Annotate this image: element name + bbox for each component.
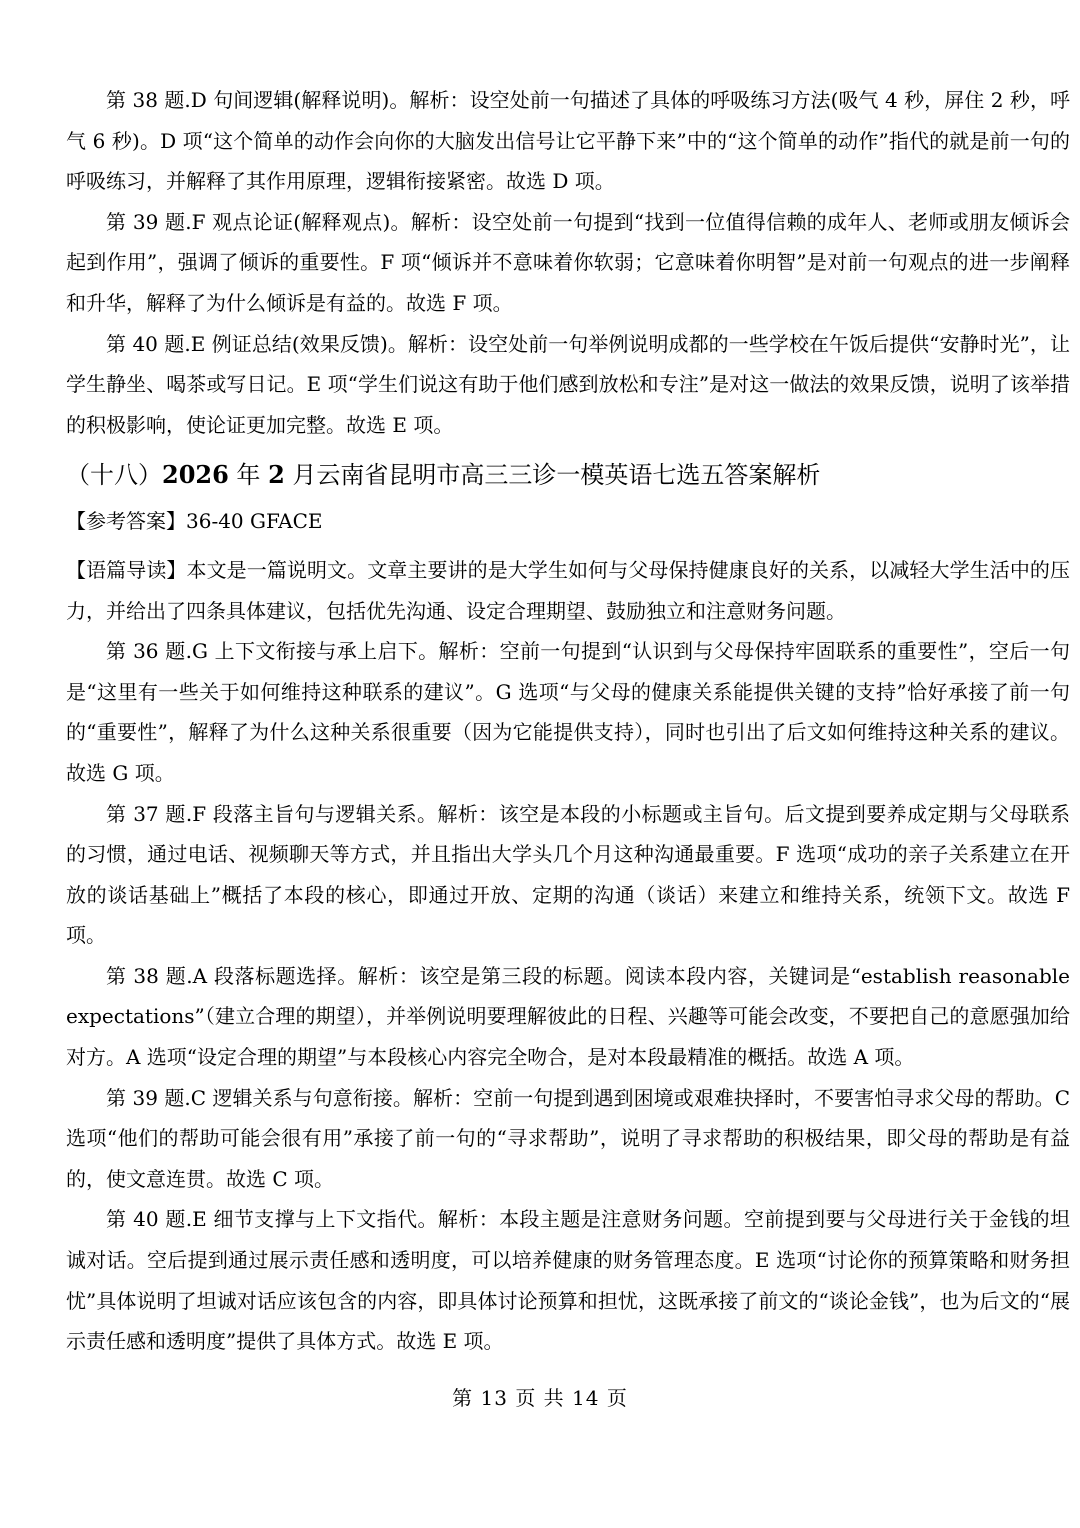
passage-intro: 【语篇导读】本文是一篇说明文。文章主要讲的是大学生如何与父母保持健康良好的关系，以减轻大学生活中的压力，并给出了四条具体建议，包括优先沟通、设定合理期望、鼓励独立和注意财务问题。 xyxy=(66,557,1070,623)
page-number-footer: 第 13 页 共 14 页 xyxy=(452,1386,628,1410)
section-heading-prefix: （十八） xyxy=(66,461,162,490)
answer-paragraph-q40: 第 40 题.E 细节支撑与上下文指代。解析：本段主题是注意财务问题。空前提到要与父母进行关于金钱的坦诚对话。空后提到通过展示责任感和透明度，可以培养健康的财务管理态度。E 选项“讨论你的预算策略和财务担忧”具体说明了坦诚对话应该包含的内容，即具体讨论预算和担忧，这既承接了前文的“谈论金钱”，也为后文的“展示责任感和透明度”提供了具体方式。故选 E 项。 xyxy=(66,1207,1070,1354)
answer-paragraph-q36: 第 36 题.G 上下文衔接与承上启下。解析：空前一句提到“认识到与父母保持牢固联系的重要性”，空后一句是“这里有一些关于如何维持这种联系的建议”。G 选项“与父母的健康关系能提供关键的支持”恰好承接了前一句的“重要性”，解释了为什么这种关系很重要（因为它能提供支持），同时也引出了后文如何维持这种关系的建议。故选 G 项。 xyxy=(66,639,1070,785)
answer-paragraph-q38-prev: 第 38 题.D 句间逻辑(解释说明)。解析：设空处前一句描述了具体的呼吸练习方法(吸气 4 秒，屏住 2 秒，呼气 6 秒)。D 项“这个简单的动作会向你的大脑发出信号让它平静下来”中的“这个简单的动作”指代的就是前一句的呼吸练习，并解释了其作用原理，逻辑衔接紧密。故选 D 项。 xyxy=(66,88,1070,194)
answer-paragraph-q39-prev: 第 39 题.F 观点论证(解释观点)。解析：设空处前一句提到“找到一位值得信赖的成年人、老师或朋友倾诉会起到作用”，强调了倾诉的重要性。F 项“倾诉并不意味着你软弱；它意味着你明智”是对前一句观点的进一步阐释和升华，解释了为什么倾诉是有益的。故选 F 项。 xyxy=(66,209,1070,315)
document-page xyxy=(66,80,1070,1362)
answer-paragraph-q40-prev: 第 40 题.E 例证总结(效果反馈)。解析：设空处前一句举例说明成都的一些学校在午饭后提供“安静时光”，让学生静坐、喝茶或写日记。E 项“学生们说这有助于他们感到放松和专注”是对这一做法的效果反馈，说明了该举措的积极影响，使论证更加完整。故选 E 项。 xyxy=(66,331,1070,437)
section-heading-month: 2 xyxy=(268,460,285,490)
section-heading-year-suffix: 年 xyxy=(228,461,269,490)
answer-paragraph-q38: 第 38 题.A 段落标题选择。解析：该空是第三段的标题。阅读本段内容，关键词是“establish reasonable expectations”（建立合理的期望），并举例说明要理解彼此的日程、兴趣等可能会改变，不要把自己的意愿强加给对方。A 选项“设定合理的期望”与本段核心内容完全吻合，是对本段最精准的概括。故选 A 项。 xyxy=(66,963,1070,1070)
reference-answer: 【参考答案】36-40 GFACE xyxy=(66,509,323,534)
section-heading xyxy=(66,449,1070,501)
answer-paragraph-q39: 第 39 题.C 逻辑关系与句意衔接。解析：空前一句提到遇到困境或艰难抉择时，不要害怕寻求父母的帮助。C 选项“他们的帮助可能会很有用”承接了前一句的“寻求帮助”，说明了寻求帮助的积极结果，即父母的帮助是有益的，使文意连贯。故选 C 项。 xyxy=(66,1085,1070,1191)
section-heading-rest: 月云南省昆明市高三三诊一模英语七选五答案解析 xyxy=(284,461,821,490)
section-heading-year: 2026 xyxy=(162,460,229,490)
answer-paragraph-q37: 第 37 题.F 段落主旨句与逻辑关系。解析：该空是本段的小标题或主旨句。后文提到要养成定期与父母联系的习惯，通过电话、视频聊天等方式，并且指出大学头几个月这种沟通最重要。F 选项“成功的亲子关系建立在开放的谈话基础上”概括了本段的核心，即通过开放、定期的沟通（谈话）来建立和维持关系，统领下文。故选 F 项。 xyxy=(66,801,1070,948)
